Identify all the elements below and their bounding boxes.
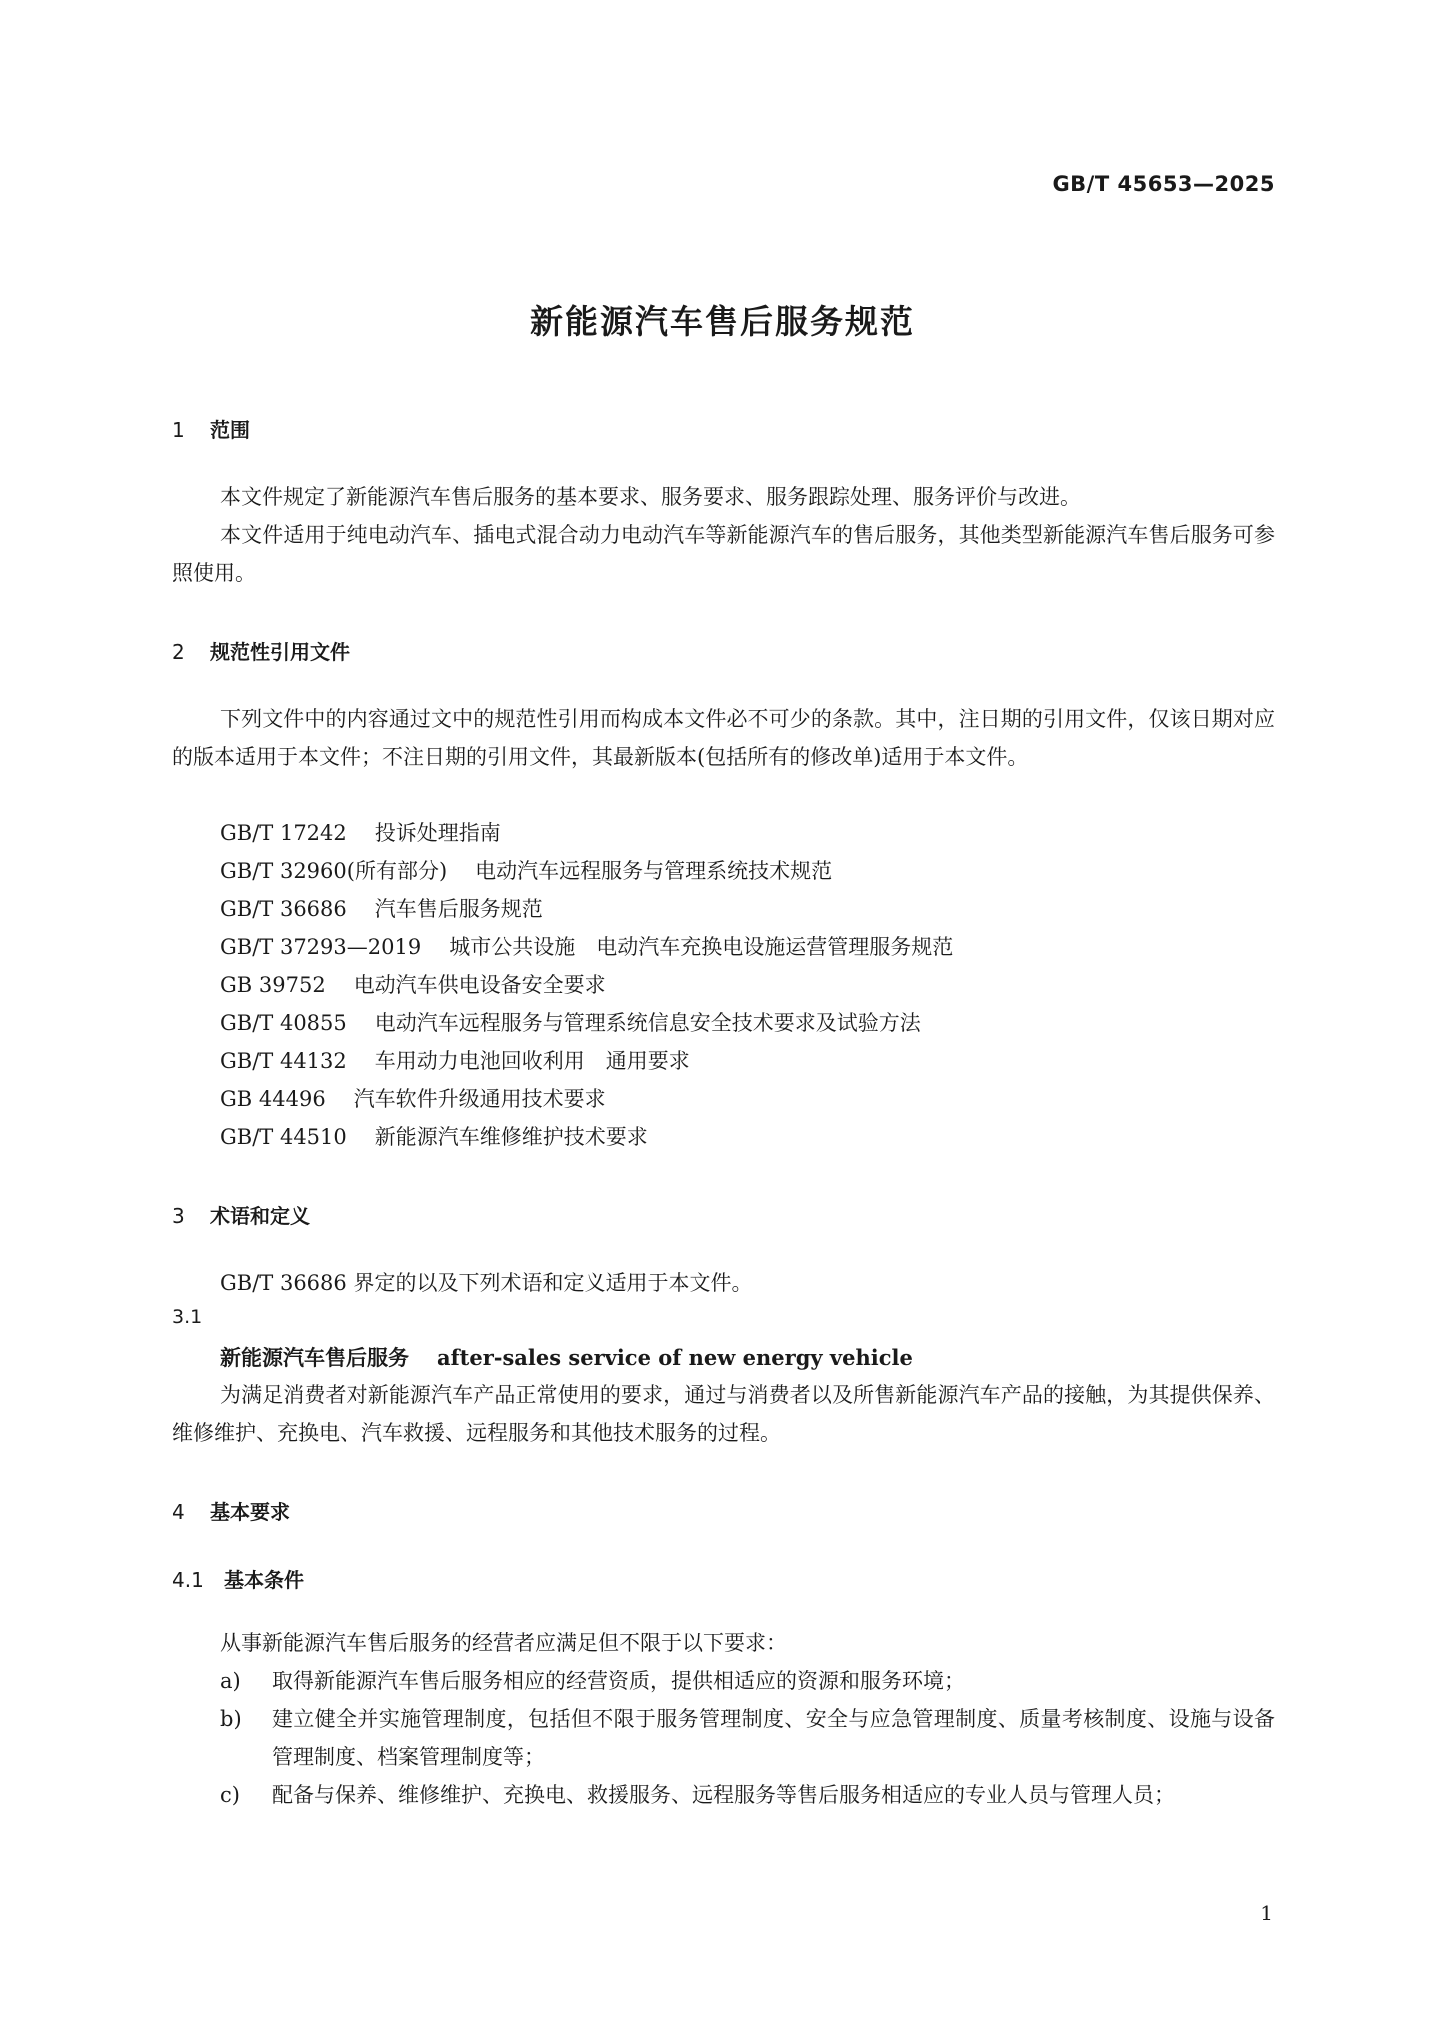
term-number: 3.1 bbox=[172, 1306, 203, 1328]
list-item-text: 建立健全并实施管理制度，包括但不限于服务管理制度、安全与应急管理制度、质量考核制度、设施与设备管理制度、档案管理制度等； bbox=[272, 1707, 1275, 1769]
reference-item bbox=[220, 890, 543, 928]
standard-number: GB/T 45653—2025 bbox=[1052, 172, 1275, 196]
subsection-number: 4.1 bbox=[172, 1568, 204, 1592]
reference-title: 电动汽车远程服务与管理系统信息安全技术要求及试验方法 bbox=[374, 1011, 921, 1035]
reference-title: 新能源汽车维修维护技术要求 bbox=[374, 1125, 648, 1149]
reference-item bbox=[220, 1118, 648, 1156]
list-item-text: 取得新能源汽车售后服务相应的经营资质，提供相适应的资源和服务环境； bbox=[272, 1669, 965, 1693]
reference-title: 投诉处理指南 bbox=[374, 821, 501, 845]
section-1-heading bbox=[172, 414, 250, 443]
reference-code: GB/T 44510 bbox=[220, 1125, 347, 1149]
term-name-zh: 新能源汽车售后服务 bbox=[220, 1346, 409, 1370]
section-title: 规范性引用文件 bbox=[210, 640, 350, 664]
document-title: 新能源汽车售后服务规范 bbox=[530, 302, 915, 341]
term-definition: 为满足消费者对新能源汽车产品正常使用的要求，通过与消费者以及所售新能源汽车产品的接触，为其提供保养、维修维护、充换电、汽车救援、远程服务和其他技术服务的过程。 bbox=[172, 1383, 1275, 1445]
section-title: 术语和定义 bbox=[210, 1204, 310, 1228]
paragraph: 本文件规定了新能源汽车售后服务的基本要求、服务要求、服务跟踪处理、服务评价与改进。 bbox=[220, 485, 1081, 509]
list-item-label: a) bbox=[220, 1669, 241, 1693]
reference-item bbox=[220, 814, 501, 852]
reference-item bbox=[220, 1004, 921, 1042]
subsection-title: 基本条件 bbox=[224, 1568, 304, 1592]
reference-code: GB/T 36686 bbox=[220, 897, 347, 921]
section-number: 2 bbox=[172, 640, 185, 664]
subsection-4-1-heading bbox=[172, 1564, 304, 1593]
reference-item bbox=[220, 928, 953, 966]
section-number: 1 bbox=[172, 418, 185, 442]
reference-title: 电动汽车供电设备安全要求 bbox=[353, 973, 606, 997]
reference-item bbox=[220, 852, 832, 890]
reference-item bbox=[220, 1042, 690, 1080]
reference-code: GB 39752 bbox=[220, 973, 326, 997]
reference-code: GB/T 44132 bbox=[220, 1049, 347, 1073]
section-2-heading bbox=[172, 636, 350, 665]
list-item-label: c) bbox=[220, 1783, 240, 1807]
section-number: 3 bbox=[172, 1204, 185, 1228]
section-title: 基本要求 bbox=[210, 1500, 290, 1524]
list-item bbox=[220, 1776, 1275, 1814]
reference-item bbox=[220, 1080, 606, 1118]
paragraph: GB/T 36686 界定的以及下列术语和定义适用于本文件。 bbox=[220, 1271, 753, 1295]
reference-item bbox=[220, 966, 606, 1004]
list-item bbox=[220, 1700, 1275, 1776]
reference-title: 汽车软件升级通用技术要求 bbox=[353, 1087, 606, 1111]
reference-code: GB/T 40855 bbox=[220, 1011, 347, 1035]
paragraph: 下列文件中的内容通过文中的规范性引用而构成本文件必不可少的条款。其中，注日期的引用文件，仅该日期对应的版本适用于本文件；不注日期的引用文件，其最新版本(包括所有的修改单)适用于本文件。 bbox=[172, 707, 1275, 769]
reference-code: GB/T 37293—2019 bbox=[220, 935, 422, 959]
reference-code: GB/T 17242 bbox=[220, 821, 347, 845]
paragraph: 本文件适用于纯电动汽车、插电式混合动力电动汽车等新能源汽车的售后服务，其他类型新能源汽车售后服务可参照使用。 bbox=[172, 523, 1275, 585]
list-item bbox=[220, 1662, 1275, 1700]
section-number: 4 bbox=[172, 1500, 185, 1524]
page-number: 1 bbox=[1260, 1901, 1273, 1925]
term-name-en: after-sales service of new energy vehicle bbox=[437, 1345, 913, 1370]
reference-title: 车用动力电池回收利用 通用要求 bbox=[374, 1049, 690, 1073]
section-4-heading bbox=[172, 1496, 290, 1525]
reference-title: 电动汽车远程服务与管理系统技术规范 bbox=[475, 859, 833, 883]
list-item-label: b) bbox=[220, 1707, 242, 1731]
list-item-text: 配备与保养、维修维护、充换电、救援服务、远程服务等售后服务相适应的专业人员与管理人员； bbox=[272, 1783, 1175, 1807]
section-title: 范围 bbox=[210, 418, 250, 442]
reference-title: 城市公共设施 电动汽车充换电设施运营管理服务规范 bbox=[449, 935, 954, 959]
reference-code: GB/T 32960(所有部分) bbox=[220, 859, 448, 883]
reference-title: 汽车售后服务规范 bbox=[374, 897, 543, 921]
term-name bbox=[220, 1342, 913, 1372]
section-3-heading bbox=[172, 1200, 310, 1229]
paragraph: 从事新能源汽车售后服务的经营者应满足但不限于以下要求： bbox=[220, 1631, 787, 1655]
reference-code: GB 44496 bbox=[220, 1087, 326, 1111]
